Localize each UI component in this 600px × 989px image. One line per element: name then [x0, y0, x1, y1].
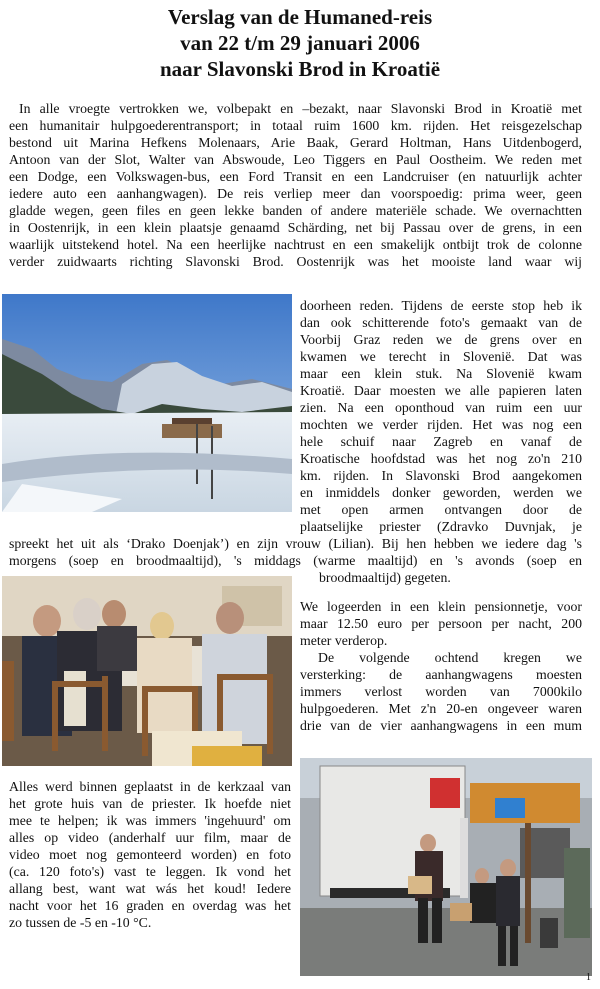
- text-line: en inmiddels donker geworden, werden we: [300, 485, 582, 500]
- text-line: allang best, want wat wás het koud! Iedere: [9, 881, 291, 896]
- title-line-1: Verslag van de Humaned-reis: [167, 5, 433, 29]
- text-line: maar een klein stuk. Na Slovenië kwam: [300, 366, 582, 381]
- right-column-text-1: [300, 297, 582, 535]
- text-line: mee te helpen; ik was immers 'ingehuurd' om: [9, 813, 291, 828]
- intro-paragraph: [9, 100, 582, 270]
- text-line: kwamen we terecht in Slovenië. Dat was: [300, 349, 582, 364]
- text-line: het grote huis van de priester. Ik hoefde niet: [9, 796, 291, 811]
- text-line: video moet nog gemonteerd worden) en foto: [9, 847, 291, 862]
- text-line: alles op video (anderhalf uur film, maar de: [9, 830, 291, 845]
- text-line: meter verderop.: [300, 633, 388, 648]
- text-line: doorheen reden. Tijdens de eerste stop heb ik: [300, 298, 582, 313]
- text-line: een humanitair hulpgoederentransport; in totaal ruim 1600 km. rijden. Het reisgezelschap: [9, 118, 582, 133]
- text-line: immers verlost worden van 7000kilo: [300, 684, 582, 699]
- text-line: in Oostenrijk, in een klein plaatsje genaamd Schärding, net bij Passau over de grens, in een: [9, 220, 582, 235]
- text-line: verder zuidwaarts richting Slavonski Brod. Oostenrijk was het mooiste land waar wij: [9, 254, 582, 269]
- text-line: bestond uit Marina Hefkens Molenaars, Arie Baak, Gerard Holtman, Hans Uitdenbogerd,: [9, 135, 582, 150]
- text-line: dan ook schitterende foto's gemaakt van de: [300, 315, 582, 330]
- text-line: plaatselijke priester (Zdravko Duvnjak, je: [300, 519, 582, 534]
- text-line: waarlijk uitstekend hotel. Na een heerlijke nachtrust en een smakelijk ontbijt trok de colonne: [9, 237, 582, 252]
- text-line: iedere auto een aanhangwagen). De reis verliep meer dan voorspoedig: prima weer, geen: [9, 186, 582, 201]
- text-line: maar 12.50 euro per persoon per nacht, 200: [300, 616, 582, 631]
- text-line: Alles werd binnen geplaatst in de kerkzaal van: [9, 779, 291, 794]
- text-line: broodmaaltijd) gegeten.: [319, 570, 451, 585]
- right-column-text-2: [300, 598, 582, 734]
- title-line-3: naar Slavonski Brod in Kroatië: [159, 57, 441, 81]
- page-number: 1: [586, 972, 591, 983]
- text-line: zo tussen de -5 en -10 °C.: [9, 915, 152, 930]
- winter-landscape-photo: [2, 294, 292, 512]
- unloading-truck-photo: [300, 758, 592, 976]
- text-line: drie van de vier aanhangwagens in een mum: [300, 718, 582, 733]
- text-line: Kroatië. Daar moesten we alle papieren laten: [300, 383, 582, 398]
- left-column-text: [9, 778, 291, 931]
- text-line: Antoon van der Slot, Walter van Abswoude, Leo Tiggers en Paul Oostheim. We reden met: [9, 152, 582, 167]
- dining-table-photo: [2, 576, 292, 766]
- text-line: Kroatische hoofdstad was het nog zo'n 210: [300, 451, 582, 466]
- text-line: gladde wegen, geen files en geen lekke banden of andere materiële schade. We overnachtten: [9, 203, 582, 218]
- text-line: nacht voor het 16 graden en overdag was het: [9, 898, 291, 913]
- text-line: hulpgoederen. Met z'n 20-en ongeveer waren: [300, 701, 582, 716]
- text-line: In alle vroegte vertrokken we, volbepakt en –bezakt, naar Slavonski Brod in Kroatië met: [19, 101, 582, 116]
- text-line: spreekt het uit als ‘Drako Doenjak’) en zijn vrouw (Lilian). Bij hen hebben we iedere dag 's: [9, 536, 582, 551]
- text-line: zien. Na een oponthoud van ruim een uur: [300, 400, 582, 415]
- text-line: hele schuif naar Zagreb en vanaf de: [300, 434, 582, 449]
- text-line: We logeerden in een klein pensionnetje, voor: [300, 599, 582, 614]
- title-line-2: van 22 t/m 29 januari 2006: [180, 31, 420, 55]
- text-line: versterking: de aanhangwagens moesten: [300, 667, 582, 682]
- text-line: (ca. 120 foto's) vast te leggen. Ik vond het: [9, 864, 291, 879]
- text-line: Voorbij Graz reden we de grens over en: [300, 332, 582, 347]
- text-line: een Dodge, een Volkswagen-bus, een Ford Transit en een Landcruiser (en natuurlijk achter: [9, 169, 582, 184]
- text-line: morgens (soep en broodmaaltijd), 's middags (warme maaltijd) en 's avonds (soep en: [9, 553, 582, 568]
- text-line: km. rijden. In Slavonski Brod aangekomen: [300, 468, 582, 483]
- page-title: [0, 4, 600, 82]
- text-line: De volgende ochtend kregen we: [318, 650, 582, 665]
- text-line: met open armen ontvangen door de: [300, 502, 582, 517]
- text-line: mochten we verder rijden. Het was nog een: [300, 417, 582, 432]
